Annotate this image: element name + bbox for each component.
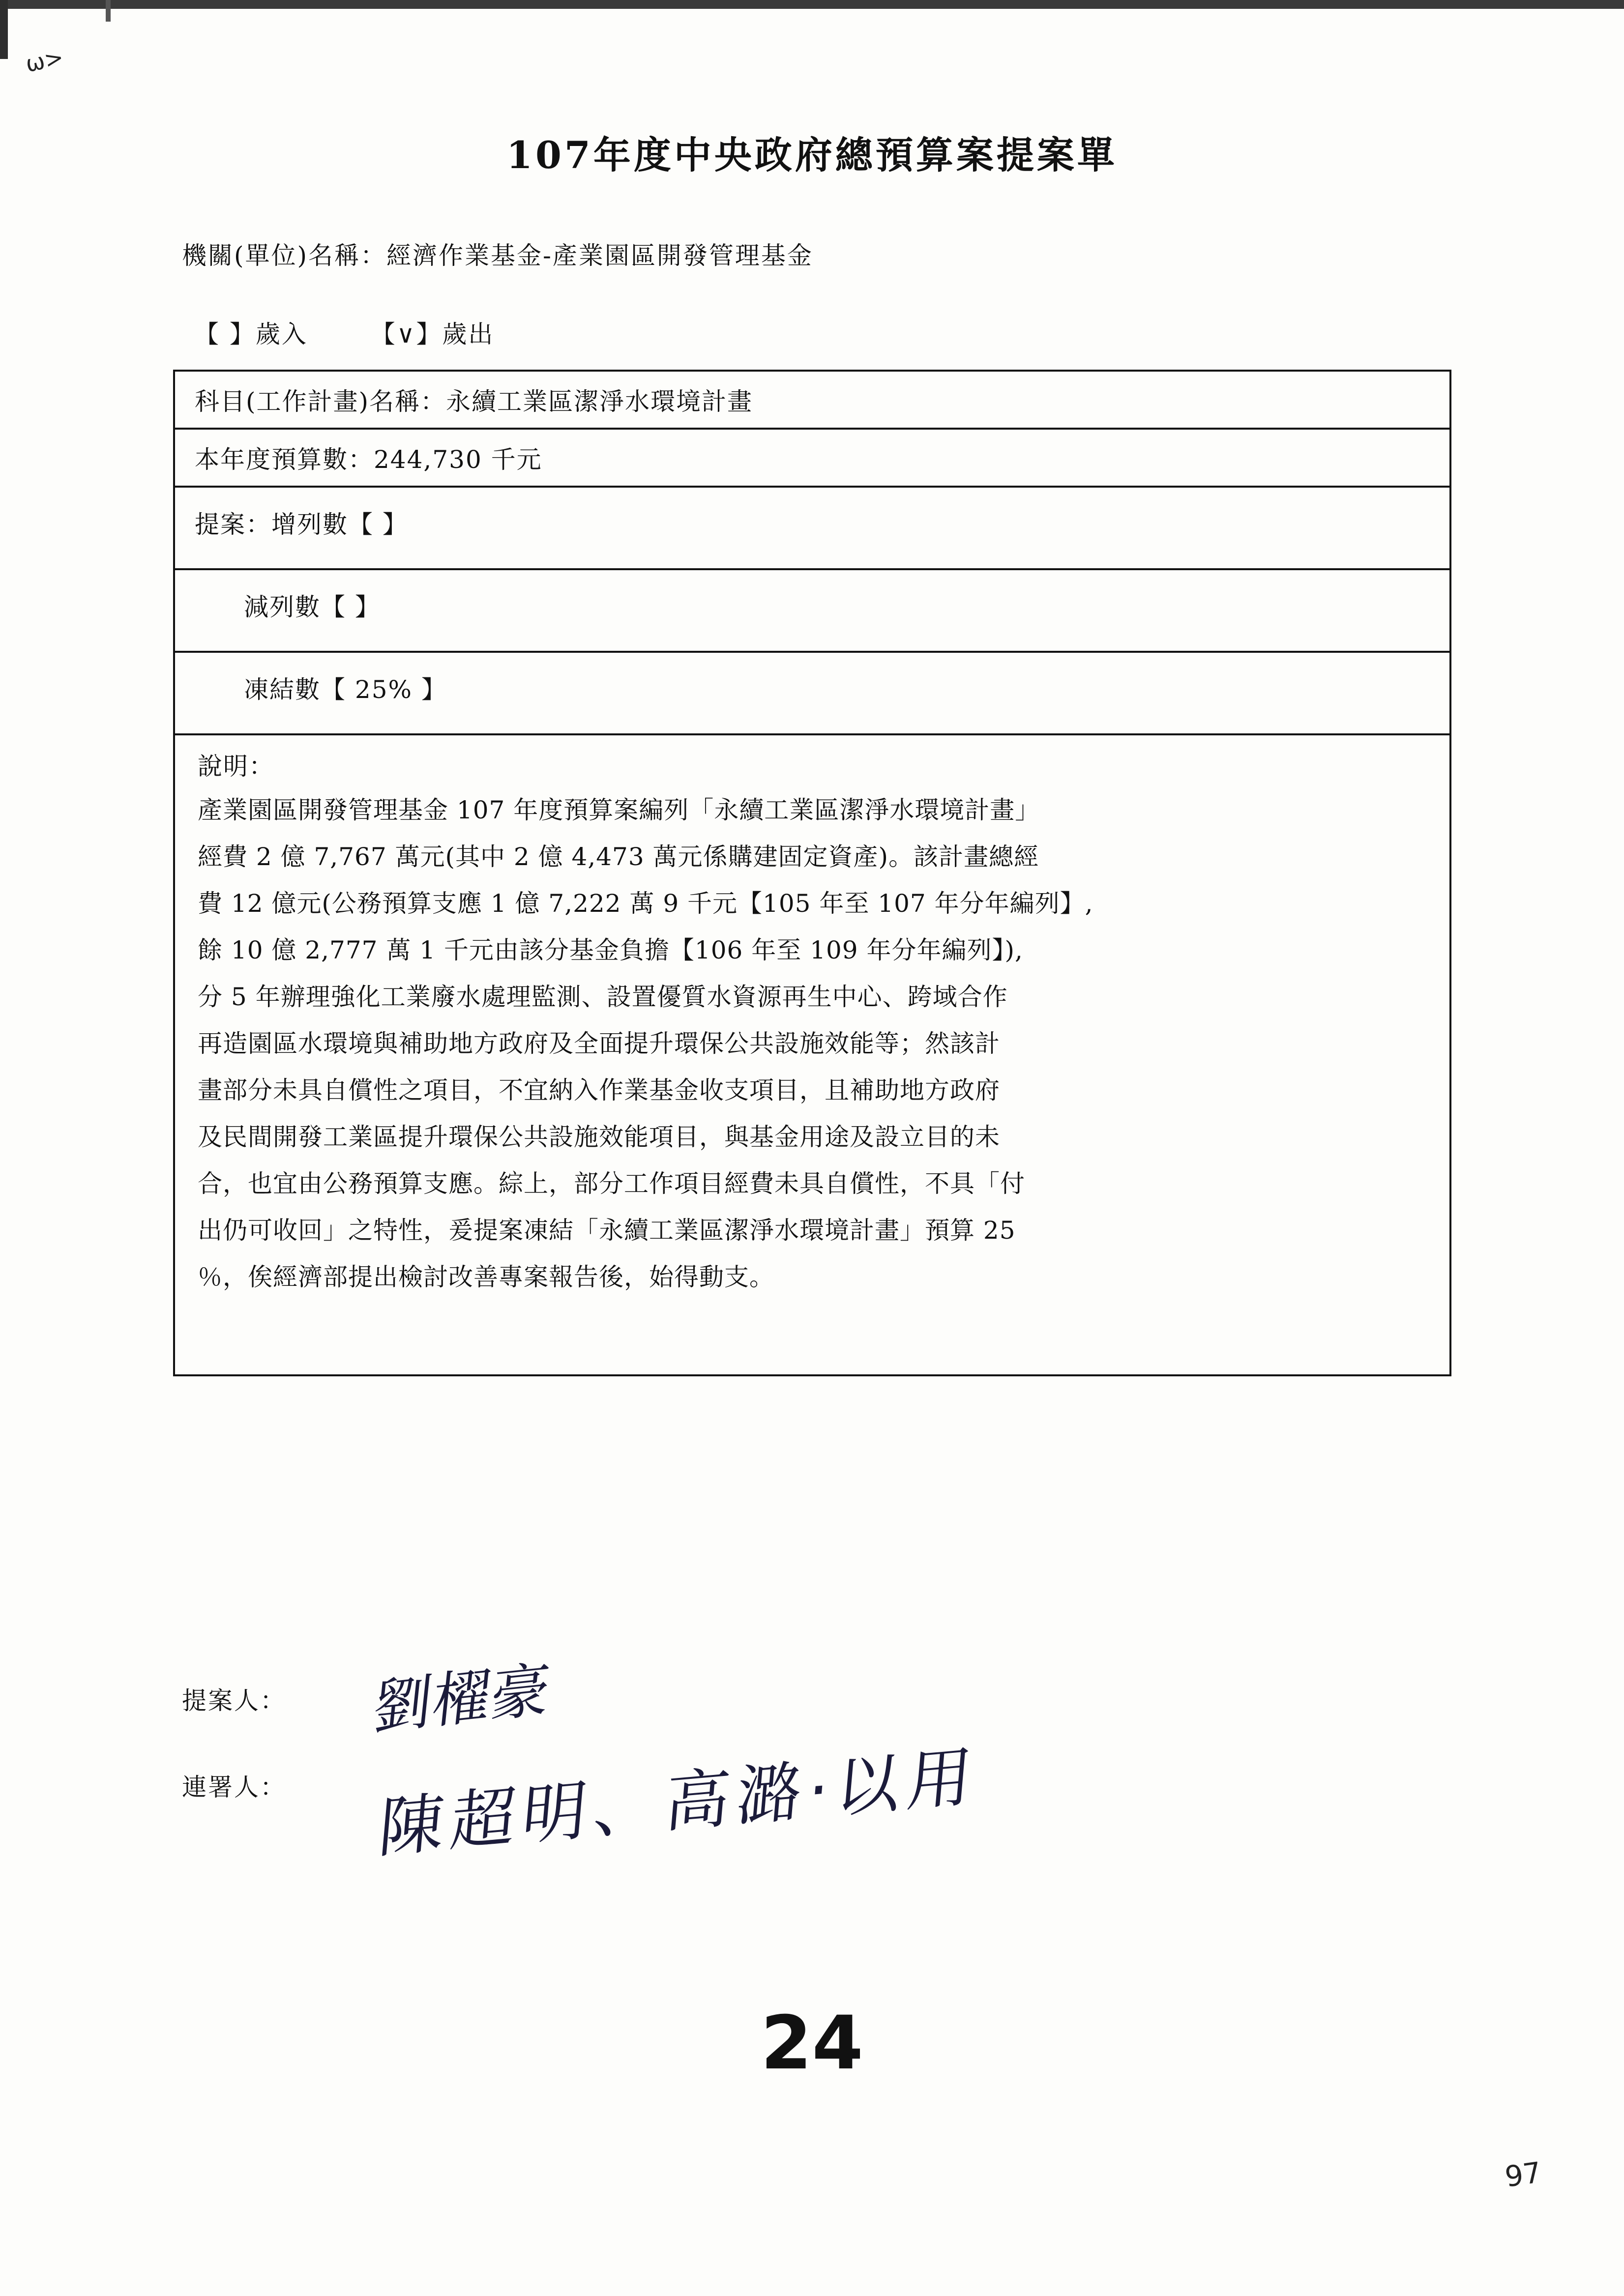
page-title: 107年度中央政府總預算案提案單 bbox=[506, 133, 1118, 177]
proposal-increase-value[interactable]: 】 bbox=[382, 510, 408, 539]
folio-mark: 97 bbox=[1503, 2155, 1544, 2194]
explanation-row bbox=[175, 735, 1449, 1374]
cosigner-signature: 陳超明、高潞·以用 bbox=[376, 1738, 982, 1867]
proposal-increase-label: 提案：增列數【 bbox=[195, 510, 374, 539]
subject-value: 永續工業區潔淨水環境計畫 bbox=[446, 387, 753, 416]
budget-value: 244,730 千元 bbox=[374, 445, 542, 474]
explanation-line: 產業園區開發管理基金 107 年度預算案編列「永續工業區潔淨水環境計畫」 bbox=[198, 795, 1040, 824]
proposal-decrease-row bbox=[175, 570, 1449, 653]
signature-block bbox=[182, 1681, 286, 1854]
budget-label: 本年度預算數： bbox=[195, 445, 374, 474]
expenditure-checkbox[interactable]: 【∨】歲出 bbox=[370, 320, 495, 349]
scan-edge-left bbox=[0, 0, 8, 59]
subject-row bbox=[175, 372, 1449, 430]
cosigner-row bbox=[182, 1768, 286, 1854]
proposal-freeze-value[interactable]: 25% 】 bbox=[354, 675, 447, 704]
revenue-checkbox[interactable]: 【 】歲入 bbox=[194, 320, 308, 349]
explanation-line: 合，也宜由公務預算支應。綜上，部分工作項目經費未具自償性，不具「付 bbox=[198, 1169, 1025, 1198]
proposal-freeze-label: 凍結數【 bbox=[244, 675, 346, 704]
proposal-increase-row bbox=[175, 488, 1449, 570]
explanation-body bbox=[198, 790, 1424, 1297]
explanation-line: ％，俟經濟部提出檢討改善專案報告後，始得動支。 bbox=[198, 1262, 774, 1291]
proposal-form-table bbox=[173, 370, 1451, 1376]
explanation-line: 餘 10 億 2,777 萬 1 千元由該分基金負擔【106 年至 109 年分年編列】), bbox=[198, 935, 1023, 964]
agency-name-value: 經濟作業基金-產業園區開發管理基金 bbox=[386, 241, 813, 270]
proposal-freeze-row bbox=[175, 653, 1449, 735]
proposer-signature: 劉櫂豪 bbox=[370, 1655, 554, 1744]
explanation-line: 再造園區水環境與補助地方政府及全面提升環保公共設施效能等；然該計 bbox=[198, 1029, 1000, 1058]
explanation-line: 經費 2 億 7,767 萬元(其中 2 億 4,473 萬元係購建固定資產)。該計畫總經 bbox=[198, 842, 1039, 871]
explanation-heading: 說明： bbox=[198, 752, 274, 781]
revenue-expenditure-line bbox=[194, 315, 494, 350]
proposer-row bbox=[182, 1681, 286, 1768]
scan-edge-left-secondary bbox=[106, 0, 111, 22]
subject-label: 科目(工作計畫)名稱： bbox=[195, 387, 446, 416]
explanation-line: 分 5 年辦理強化工業廢水處理監測、設置優質水資源再生中心、跨域合作 bbox=[198, 982, 1008, 1011]
scan-edge-top bbox=[0, 0, 1624, 9]
explanation-line: 費 12 億元(公務預算支應 1 億 7,222 萬 9 千元【105 年至 107 年分年編列】, bbox=[198, 889, 1093, 918]
proposal-decrease-label: 減列數【 bbox=[244, 593, 346, 621]
proposal-decrease-value[interactable]: 】 bbox=[354, 593, 381, 621]
explanation-line: 及民間開發工業區提升環保公共設施效能項目，與基金用途及設立目的未 bbox=[198, 1122, 1000, 1151]
explanation-line: 出仍可收回」之特性，爰提案凍結「永續工業區潔淨水環境計畫」預算 25 bbox=[198, 1216, 1016, 1245]
page-number: 24 bbox=[761, 2001, 863, 2086]
cosigner-label: 連署人： bbox=[182, 1773, 286, 1802]
proposer-label: 提案人： bbox=[182, 1686, 286, 1715]
agency-name-label: 機關(單位)名稱： bbox=[182, 241, 387, 270]
agency-line bbox=[182, 236, 813, 271]
budget-row bbox=[175, 430, 1449, 488]
corner-handwritten-mark: ω> bbox=[23, 43, 66, 78]
explanation-line: 畫部分未具自償性之項目，不宜納入作業基金收支項目，且補助地方政府 bbox=[198, 1075, 1000, 1104]
